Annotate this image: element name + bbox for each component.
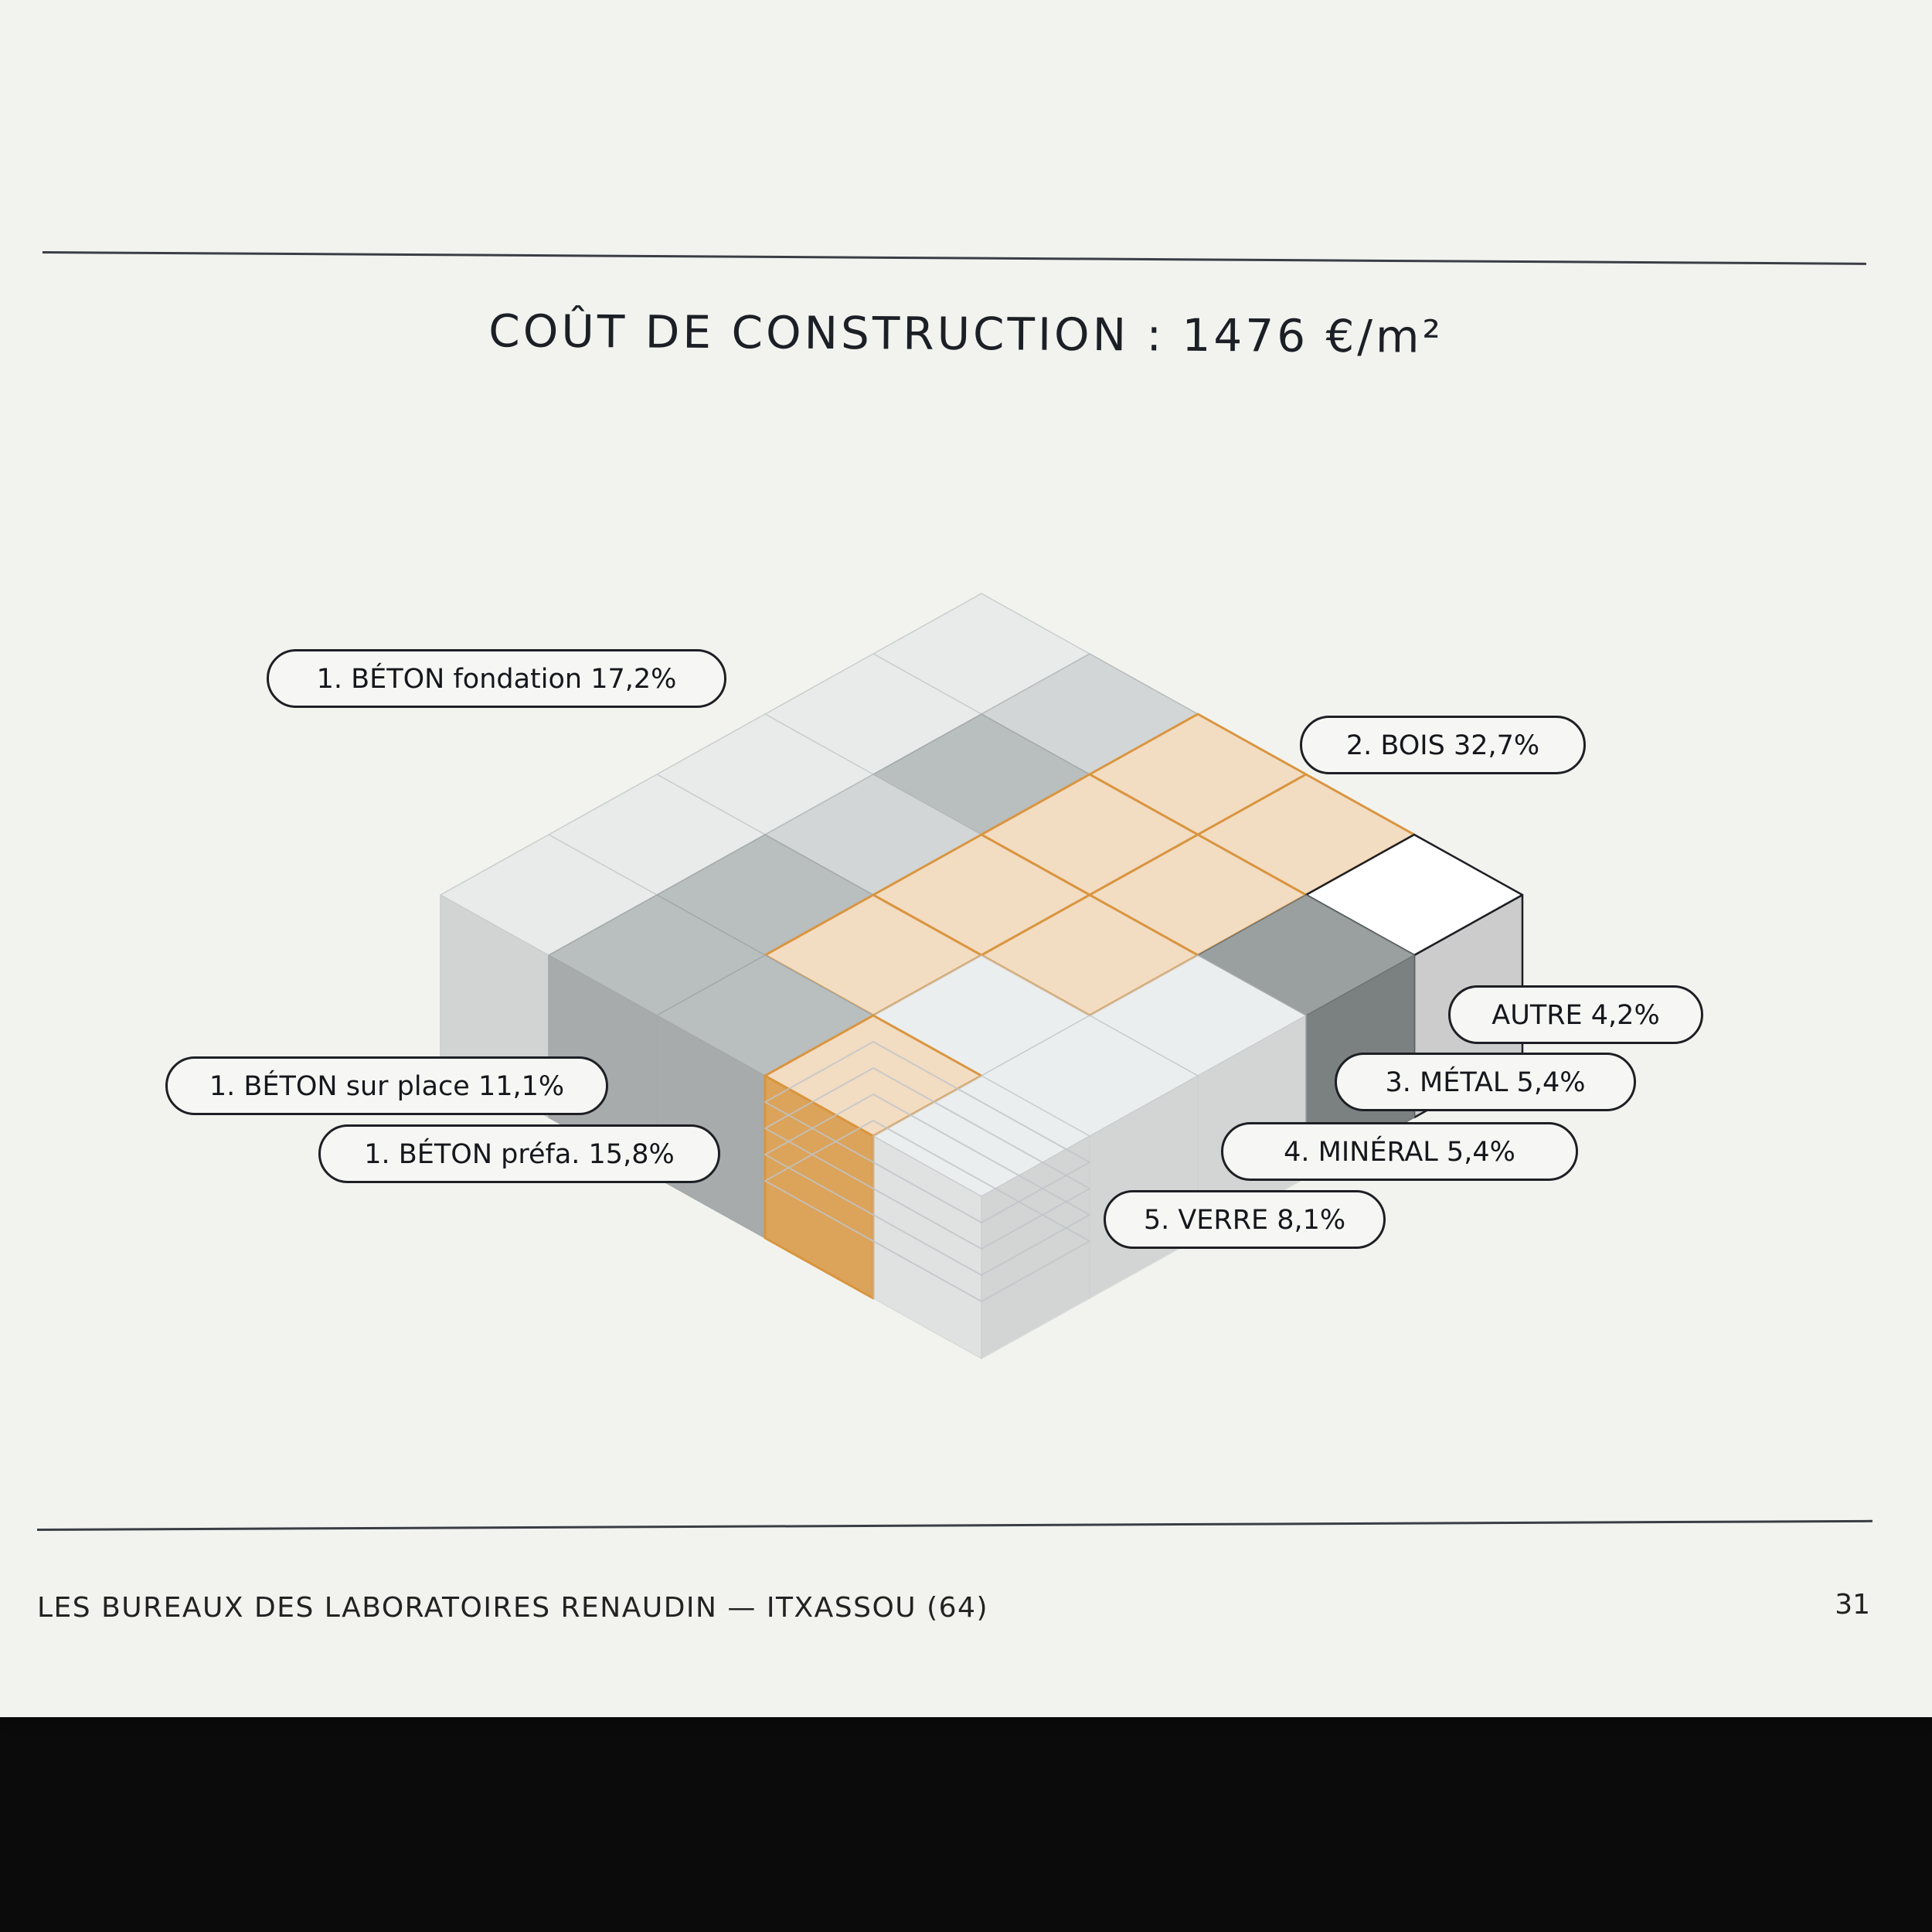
label-verre: 5. VERRE 8,1% [1104, 1190, 1386, 1249]
label-autre: AUTRE 4,2% [1448, 985, 1703, 1044]
footer-project-title: LES BUREAUX DES LABORATOIRES RENAUDIN — ITXASSOU (64) [37, 1592, 988, 1624]
label-beton-sur-place: 1. BÉTON sur place 11,1% [165, 1056, 608, 1115]
label-metal: 3. MÉTAL 5,4% [1335, 1053, 1636, 1111]
label-beton-prefa: 1. BÉTON préfa. 15,8% [318, 1124, 720, 1183]
label-mineral: 4. MINÉRAL 5,4% [1221, 1122, 1578, 1181]
footer-page-number: 31 [1835, 1589, 1870, 1621]
page-title: COÛT DE CONSTRUCTION : 1476 €/m² [488, 304, 1444, 363]
label-beton-fondation: 1. BÉTON fondation 17,2% [267, 649, 726, 708]
label-bois: 2. BOIS 32,7% [1300, 716, 1586, 774]
